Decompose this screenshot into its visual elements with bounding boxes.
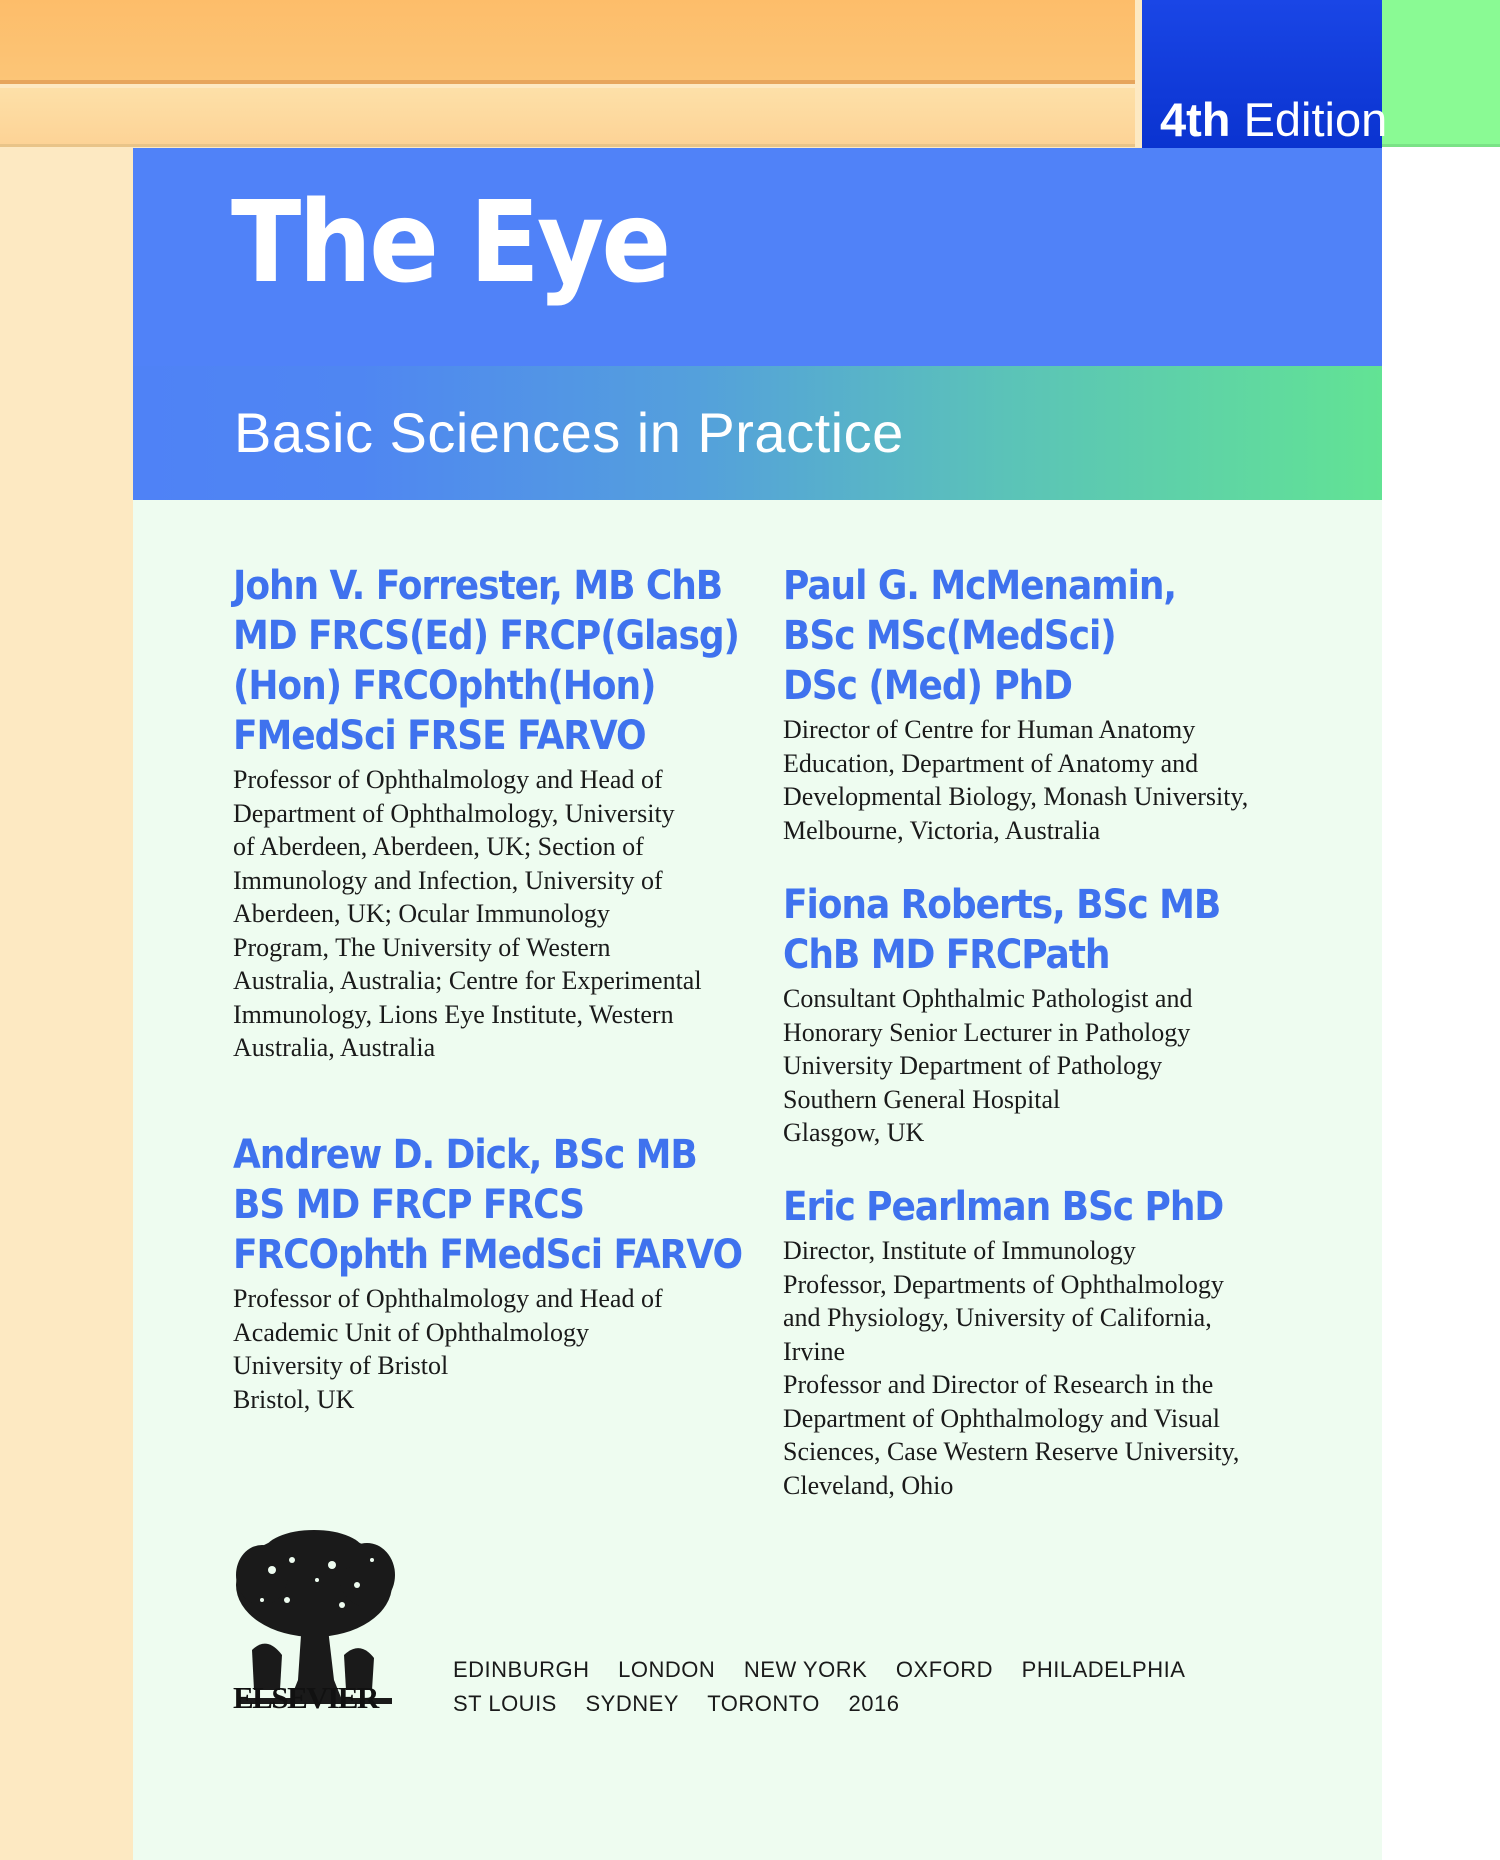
affiliation-line: Department of Ophthalmology, University — [233, 798, 675, 828]
affiliation-line: Developmental Biology, Monash University, — [783, 782, 1249, 811]
city: LONDON — [618, 1657, 716, 1682]
author-name-line: MD FRCS(Ed) FRCP(Glasg) — [233, 613, 739, 659]
author-name — [233, 1130, 791, 1280]
author-name-line: (Hon) FRCOphth(Hon) — [233, 663, 656, 709]
author-name — [783, 1182, 1341, 1232]
author-dick — [233, 1130, 853, 1416]
author-name-line: FRCOphth FMedSci FARVO — [233, 1232, 742, 1278]
publisher-cities — [453, 1653, 1207, 1721]
author-name-line: DSc (Med) PhD — [783, 663, 1072, 709]
author-affiliation — [783, 1234, 1403, 1502]
affiliation-line: Australia, Australia; Centre for Experimental — [233, 966, 702, 995]
top-right-green-block — [1382, 0, 1500, 146]
affiliation-line: Immunology, Lions Eye Institute, Western — [233, 999, 674, 1029]
city: TORONTO — [707, 1691, 820, 1716]
affiliation-line: Program, The University of Western — [233, 932, 611, 962]
affiliation-line: and Physiology, University of California, — [783, 1303, 1212, 1332]
affiliation-line: Glasgow, UK — [783, 1118, 925, 1147]
author-affiliation — [233, 1282, 853, 1416]
affiliation-line: Immunology and Infection, University of — [233, 865, 663, 895]
affiliation-line: Southern General Hospital — [783, 1084, 1061, 1114]
author-name — [783, 880, 1341, 980]
affiliation-line: Irvine — [783, 1336, 846, 1366]
edition-word: Edition — [1243, 93, 1388, 146]
affiliation-line: Sciences, Case Western Reserve University, — [783, 1437, 1240, 1466]
author-name-line: Eric Pearlman BSc PhD — [783, 1184, 1224, 1230]
second-orange-band — [0, 88, 1135, 147]
author-roberts — [783, 880, 1403, 1150]
author-affiliation — [233, 763, 853, 1065]
author-name-line: BS MD FRCP FRCS — [233, 1182, 584, 1228]
author-name-line: Paul G. McMenamin, — [783, 563, 1177, 609]
author-pearlman — [783, 1182, 1403, 1502]
affiliation-line: Department of Ophthalmology and Visual — [783, 1403, 1220, 1433]
affiliation-line: Cleveland, Ohio — [783, 1470, 954, 1500]
affiliation-line: Melbourne, Victoria, Australia — [783, 815, 1101, 845]
affiliation-line: Professor and Director of Research in the — [783, 1370, 1214, 1399]
author-name-line: Andrew D. Dick, BSc MB — [233, 1132, 697, 1178]
publication-year: 2016 — [848, 1691, 900, 1716]
affiliation-line: Education, Department of Anatomy and — [783, 748, 1199, 778]
cities-row — [453, 1653, 1207, 1687]
affiliation-line: Professor of Ophthalmology and Head of — [233, 1284, 663, 1313]
affiliation-line: Director, Institute of Immunology — [783, 1236, 1136, 1265]
affiliation-line: University Department of Pathology — [783, 1051, 1163, 1080]
affiliation-line: Academic Unit of Ophthalmology — [233, 1317, 589, 1347]
city: SYDNEY — [585, 1691, 679, 1716]
edition-label — [1160, 92, 1387, 147]
affiliation-line: Director of Centre for Human Anatomy — [783, 715, 1196, 744]
affiliation-line: University of Bristol — [233, 1351, 449, 1380]
author-name-line: FMedSci FRSE FARVO — [233, 713, 646, 759]
city: PHILADELPHIA — [1021, 1657, 1186, 1682]
author-name-line: Fiona Roberts, BSc MB — [783, 882, 1221, 928]
publisher-name: ELSEVIER — [233, 1680, 378, 1715]
author-affiliation — [783, 982, 1403, 1150]
author-name — [233, 561, 791, 761]
affiliation-line: Bristol, UK — [233, 1384, 355, 1414]
cities-row — [453, 1687, 1207, 1721]
author-name-line: John V. Forrester, MB ChB — [233, 563, 723, 609]
author-forrester — [233, 561, 853, 1065]
author-name — [783, 561, 1341, 711]
top-orange-band — [0, 0, 1135, 84]
affiliation-line: of Aberdeen, Aberdeen, UK; Section of — [233, 832, 644, 861]
author-mcmenamin — [783, 561, 1403, 847]
city: ST LOUIS — [453, 1691, 557, 1716]
affiliation-line: Professor, Departments of Ophthalmology — [783, 1269, 1224, 1299]
affiliation-line: Honorary Senior Lecturer in Pathology — [783, 1017, 1191, 1047]
city: NEW YORK — [743, 1657, 868, 1682]
author-affiliation — [783, 713, 1403, 847]
affiliation-line: Australia, Australia — [233, 1033, 436, 1062]
affiliation-line: Consultant Ophthalmic Pathologist and — [783, 984, 1193, 1013]
affiliation-line: Aberdeen, UK; Ocular Immunology — [233, 899, 610, 928]
affiliation-line: Professor of Ophthalmology and Head of — [233, 765, 663, 794]
book-title: The Eye — [231, 178, 669, 308]
city: OXFORD — [895, 1657, 994, 1682]
edition-number: 4th — [1160, 93, 1231, 146]
left-cream-strip — [0, 147, 133, 1860]
author-name-line: BSc MSc(MedSci) — [783, 613, 1116, 659]
city: EDINBURGH — [453, 1657, 590, 1682]
book-subtitle: Basic Sciences in Practice — [234, 401, 904, 464]
author-name-line: ChB MD FRCPath — [783, 932, 1110, 978]
